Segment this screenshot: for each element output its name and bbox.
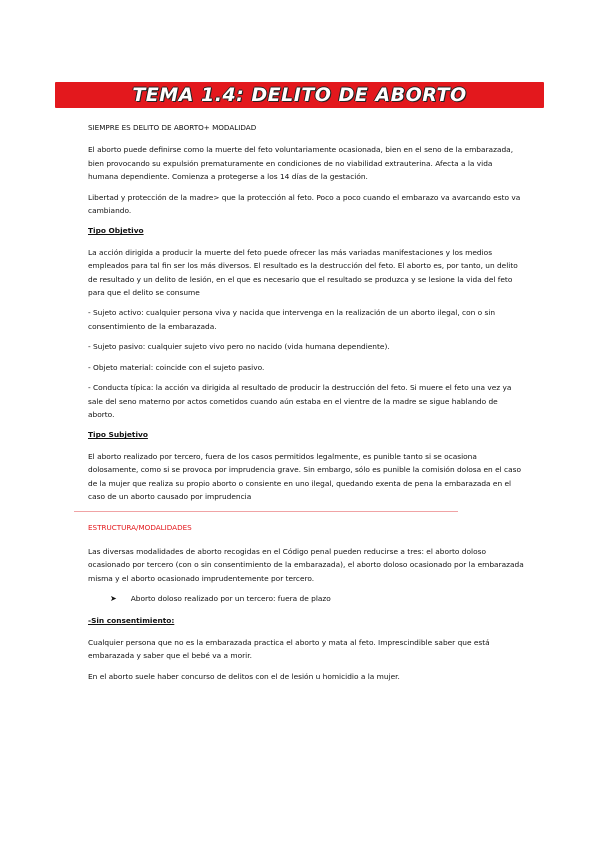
title-banner [55,82,544,108]
heading-estructura-label: ESTRUCTURA/MODALIDADES [88,523,192,533]
heading-estructura [88,511,524,534]
list-item-text: Aborto doloso realizado por un tercero: fuera de plazo [130,593,331,603]
heading-tipo-subjetivo: Tipo Subjetivo [88,430,148,440]
paragraph-modalidades: Las diversas modalidades de aborto recogidas en el Código penal pueden reducirse a tres: el aborto doloso ocasionado por tercero (con o sin consentimiento de la embarazada), el aborto doloso ocasionado por la embarazada misma y el aborto ocasionado imprudentemente por tercero. [88,546,524,583]
paragraph-objeto-material: - Objeto material: coincide con el sujeto pasivo. [88,362,265,372]
section-intro-heading: SIEMPRE ES DELITO DE ABORTO+ MODALIDAD [88,123,257,132]
list-item [110,592,524,605]
paragraph-definition: El aborto puede definirse como la muerte del feto voluntariamente ocasionada, bien en el seno de la embarazada, bien provocando su expulsión prematuramente en condiciones de no viabilidad extrauterina. Afecta a la vida humana dependiente. Comienza a protegerse a los 14 días de la gestación. [88,145,514,182]
paragraph-sujeto-activo: - Sujeto activo: cualquier persona viva y nacida que intervenga en la realización de un aborto ilegal, con o sin consentimiento de la embarazada. [88,308,496,331]
paragraph-concurso: En el aborto suele haber concurso de delitos con el de lesión u homicidio a la mujer. [88,671,400,681]
paragraph-sin-consentimiento: Cualquier persona que no es la embarazada practica el aborto y mata al feto. Imprescindible saber que está embarazada y saber que el bebé va a morir. [88,637,490,661]
arrow-bullet-icon: ➤ [110,593,117,603]
page-title: TEMA 1.4: DELITO DE ABORTO [132,84,467,106]
section-divider [74,511,458,512]
paragraph-sujeto-pasivo: - Sujeto pasivo: cualquier sujeto vivo pero no nacido (vida humana dependiente). [88,342,390,352]
heading-sin-consentimiento: -Sin consentimiento: [88,616,175,626]
heading-tipo-objetivo: Tipo Objetivo [88,226,144,236]
paragraph-protection: Libertad y protección de la madre> que la protección al feto. Poco a poco cuando el embarazo va avarcando esto va cambiando. [88,192,521,216]
document-body [88,121,524,690]
paragraph-action: La acción dirigida a producir la muerte del feto puede ofrecer las más variadas manifestaciones y los medios empleados para tal fin ser los más diversos. El resultado es la destrucción del feto. El aborto es, por tanto, un delito de resultado y un delito de lesión, en el que es necesario que el resultado se produzca y se lesione la vida del feto para que el delito se consume [88,247,518,298]
paragraph-conducta-tipica: - Conducta típica: la acción va dirigida al resultado de producir la destrucción del feto. Si muere el feto una vez ya sale del seno materno por actos cometidos cuando aún estaba en el vientre de la madre se sigue hablando de aborto. [88,383,512,419]
paragraph-tipo-subjetivo: El aborto realizado por tercero, fuera de los casos permitidos legalmente, es punible tanto si se ocasiona dolosamente, como si se provoca por imprudencia grave. Sin embargo, sólo es punible la comisión dolosa en el caso de la mujer que realiza su propio aborto o consiente en uno ilegal, quedando exenta de pena la embarazada en el caso de un aborto causado por imprudencia [88,451,521,501]
